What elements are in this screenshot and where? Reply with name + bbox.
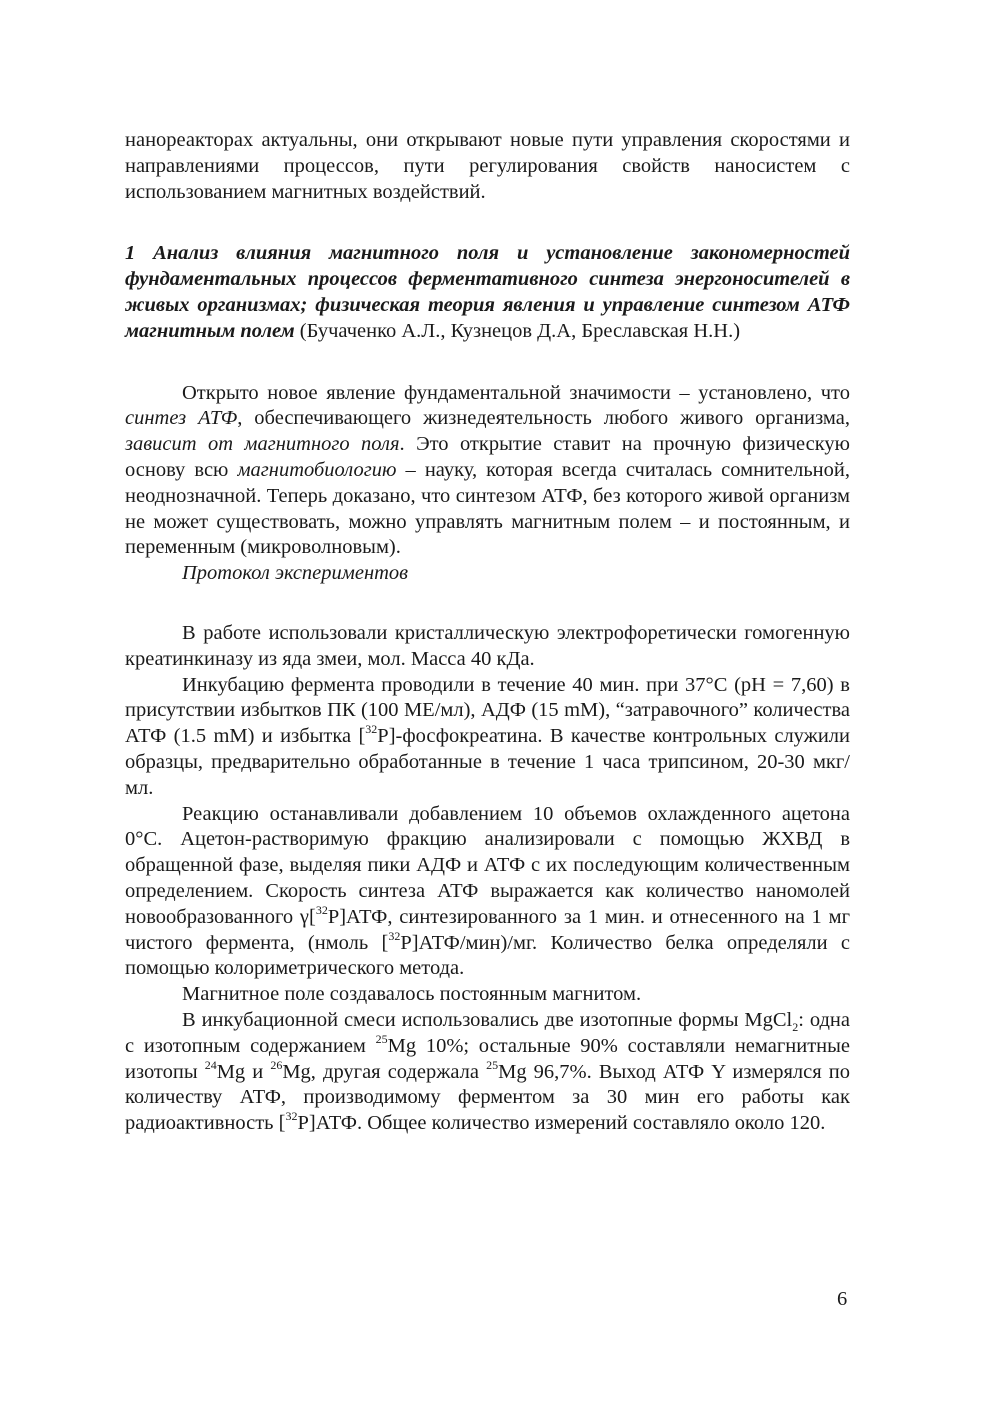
- protocol-p5-text-b: : одна с изотопным содержанием: [125, 1008, 850, 1057]
- protocol-paragraph-1: [125, 621, 850, 673]
- protocol-paragraph-2: [125, 673, 850, 802]
- protocol-p5-text-e: Mg, другая содержала: [282, 1060, 487, 1083]
- isotope-superscript: 32: [285, 1109, 298, 1124]
- protocol-paragraph-5: [125, 1008, 850, 1137]
- discovery-text-1: Открыто новое явление фундаментальной значимости – установлено, что: [182, 381, 850, 404]
- protocol-paragraph-4: [125, 982, 850, 1008]
- intro-paragraph: [125, 128, 850, 205]
- discovery-paragraph: [125, 381, 850, 562]
- discovery-text-3: . Это открытие ставит на прочную физическую основу всю: [125, 433, 850, 481]
- intro-text: нанореакторах актуальны, они открывают новые пути управления скоростями и направлениями процессов, пути регулирования свойств наносистем с использованием магнитных воздействий.: [125, 129, 850, 203]
- protocol-p3-text-c: P]АТФ/мин)/мг. Количество белка определяли с помощью колориметрического метода.: [125, 931, 851, 980]
- isotope-superscript: 26: [270, 1057, 283, 1072]
- isotope-superscript: 32: [315, 902, 328, 917]
- discovery-italic-1: синтез АТФ: [125, 407, 238, 430]
- section-heading: [125, 241, 850, 344]
- protocol-p1-text: В работе использовали кристаллическую электрофоретически гомогенную креатинкиназу из яда змеи, мол. Масса 40 кДа.: [125, 621, 850, 670]
- protocol-p5-text-a: В инкубационной смеси использовались две изотопные формы MgCl: [182, 1008, 793, 1031]
- protocol-title: Протокол экспериментов: [182, 562, 409, 585]
- isotope-superscript: 32: [365, 722, 378, 737]
- protocol-p5-text-f: Mg 96,7%. Выход АТФ Y измерялся по количеству АТФ, производимому ферментом за 30 мин его работы как радиоактивность [: [125, 1060, 850, 1135]
- isotope-superscript: 25: [375, 1031, 388, 1046]
- protocol-p5-text-g: P]АТФ. Общее количество измерений составляло около 120.: [297, 1112, 826, 1135]
- discovery-text-2: , обеспечивающего жизнедеятельность любого живого организма,: [237, 407, 850, 430]
- protocol-p5-text-c: Mg 10%; остальные 90% составляли немагнитные изотопы: [125, 1034, 850, 1083]
- protocol-paragraph-3: [125, 802, 850, 983]
- isotope-superscript: 24: [204, 1057, 217, 1072]
- protocol-p2-text-a: Инкубацию фермента проводили в течение 40 мин. при 37°С (рН = 7,60) в присутствии избытков ПК (100 МЕ/мл), АДФ (15 mM), “затравочного” количества АТФ (1.5 mM) и избытка [: [125, 673, 850, 748]
- protocol-p4-text: Магнитное поле создавалось постоянным магнитом.: [182, 983, 642, 1006]
- protocol-p3-text-b: P]АТФ, синтезированного за 1 мин. и отнесенного на 1 мг чистого фермента, (нмоль [: [125, 905, 851, 954]
- protocol-p3-text-a: Реакцию останавливали добавлением 10 объемов охлажденного ацетона 0°С. Ацетон-растворимую фракцию анализировали с помощью ЖХВД в обращенной фазе, выделяя пики АДФ и АТФ с их последующим количественным определением. Скорость синтеза АТФ выражается как количество наномолей новообразованного γ[: [125, 802, 850, 928]
- section-title: 1 Анализ влияния магнитного поля и установление закономерностей фундаментальных процессов ферментативного синтеза энергоносителей в живых организмах; физическая теория явления и управление синтезом АТФ магнитным полем: [125, 242, 850, 342]
- protocol-p2-text-b: P]-фосфокреатина. В качестве контрольных служили образцы, предварительно обработанные в течение 1 часа трипсином, 20-30 мкг/мл.: [125, 725, 850, 799]
- chemical-subscript: 2: [792, 1020, 799, 1034]
- protocol-p5-text-d: Mg и: [216, 1060, 271, 1083]
- page-number: 6: [837, 1288, 848, 1310]
- isotope-superscript: 25: [486, 1057, 499, 1072]
- section-authors: (Бучаченко А.Л., Кузнецов Д.А, Бреславская Н.Н.): [294, 319, 741, 342]
- document-page: [125, 128, 850, 1137]
- discovery-italic-2: зависит от магнитного поля: [125, 433, 400, 456]
- isotope-superscript: 32: [388, 928, 401, 943]
- discovery-text-4: – науку, которая всегда считалась сомнительной, неоднозначной. Теперь доказано, что синтезом АТФ, без которого живой организм не может существовать, можно управлять магнитным полем – и постоянным, и переменным (микроволновым).: [125, 458, 850, 559]
- discovery-italic-3: магнитобиологию: [237, 458, 397, 481]
